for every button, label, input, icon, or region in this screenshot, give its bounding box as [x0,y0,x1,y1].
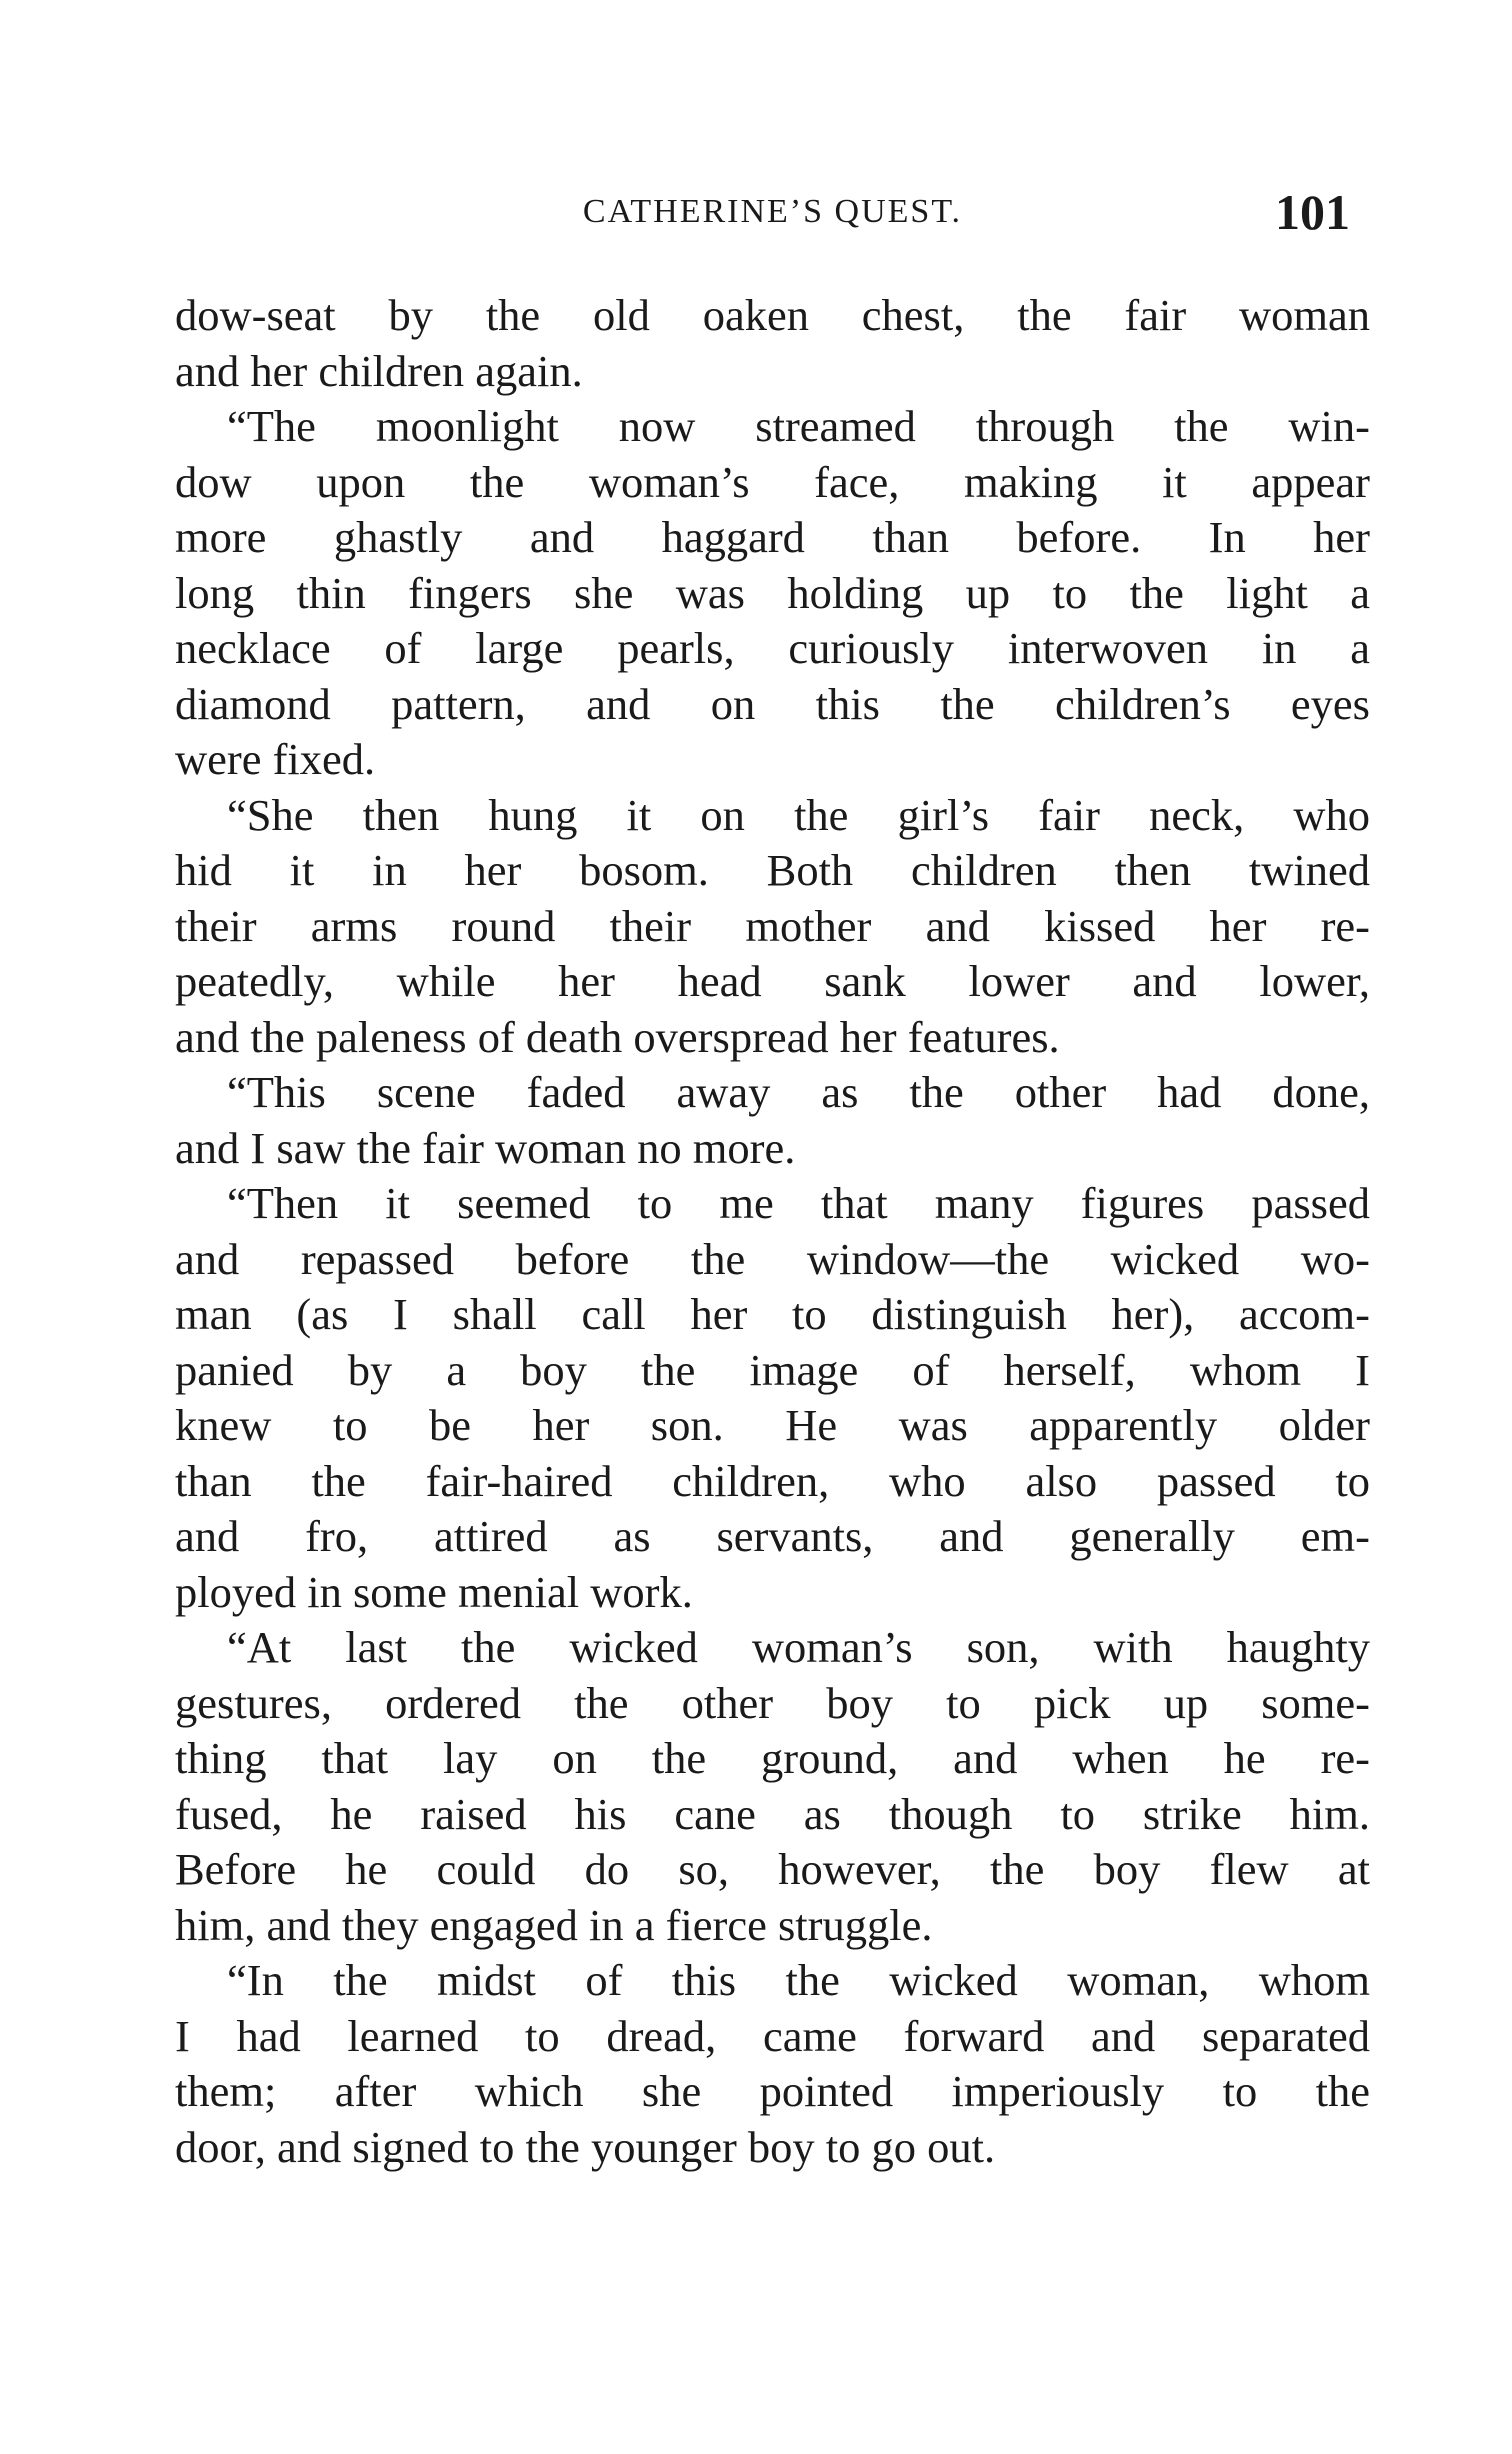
text-line: more ghastly and haggard than before. In her [175,512,1370,562]
text-line: “She then hung it on the girl’s fair neck, who [227,789,1370,840]
text-line: peatedly, while her head sank lower and lower, [175,956,1370,1006]
text-line: and repassed before the window—the wicked wo- [175,1233,1370,1284]
text-line: dow-seat by the old oaken chest, the fair woman [175,290,1370,340]
text-line: man (as I shall call her to distinguish her), accom- [175,1289,1370,1339]
page-number: 101 [1275,184,1350,240]
text-line: diamond pattern, and on this the children’s eyes [175,678,1370,729]
text-line: and her children again. [175,345,583,396]
paragraph [175,288,1370,399]
text-line: long thin fingers she was holding up to the light a [175,567,1370,618]
text-line: their arms round their mother and kissed her re- [175,900,1370,951]
text-line: panied by a boy the image of herself, whom I [175,1344,1370,1395]
body-text [175,288,1370,2175]
paragraph [175,1176,1370,1620]
running-title: CATHERINE’S QUEST. [582,193,963,230]
text-line: were fixed. [175,734,376,784]
text-line: “The moonlight now streamed through the win- [227,401,1370,451]
text-line: “In the midst of this the wicked woman, whom [227,1955,1370,2005]
text-line: him, and they engaged in a fierce struggle. [175,1899,933,1950]
text-line: and fro, attired as servants, and generally em- [175,1511,1370,1561]
paragraph [175,788,1370,1066]
paragraph [175,1953,1370,2175]
text-line: thing that lay on the ground, and when he re- [175,1733,1370,1783]
text-line: and I saw the fair woman no more. [175,1122,796,1173]
running-head [175,182,1370,242]
text-line: I had learned to dread, came forward and separated [175,2010,1370,2061]
text-line: gestures, ordered the other boy to pick up some- [175,1677,1370,1728]
text-line: Before he could do so, however, the boy flew at [175,1844,1370,1894]
text-line: and the paleness of death overspread her features. [175,1011,1060,1062]
text-line: “Then it seemed to me that many figures passed [227,1178,1370,1228]
text-line: fused, he raised his cane as though to strike him. [175,1788,1370,1839]
text-line: “This scene faded away as the other had done, [227,1067,1370,1117]
text-line: than the fair-haired children, who also passed to [175,1455,1370,1506]
paragraph [175,1065,1370,1176]
text-line: necklace of large pearls, curiously interwoven in a [175,623,1370,673]
text-line: knew to be her son. He was apparently older [175,1400,1370,1450]
text-line: “At last the wicked woman’s son, with haughty [227,1622,1370,1672]
paragraph [175,399,1370,788]
text-line: door, and signed to the younger boy to go out. [175,2121,996,2172]
text-line: hid it in her bosom. Both children then twined [175,845,1370,895]
text-line: dow upon the woman’s face, making it appear [175,456,1370,507]
text-line: them; after which she pointed imperiously to the [175,2066,1370,2116]
text-line: ployed in some menial work. [175,1566,693,1617]
paragraph [175,1620,1370,1953]
